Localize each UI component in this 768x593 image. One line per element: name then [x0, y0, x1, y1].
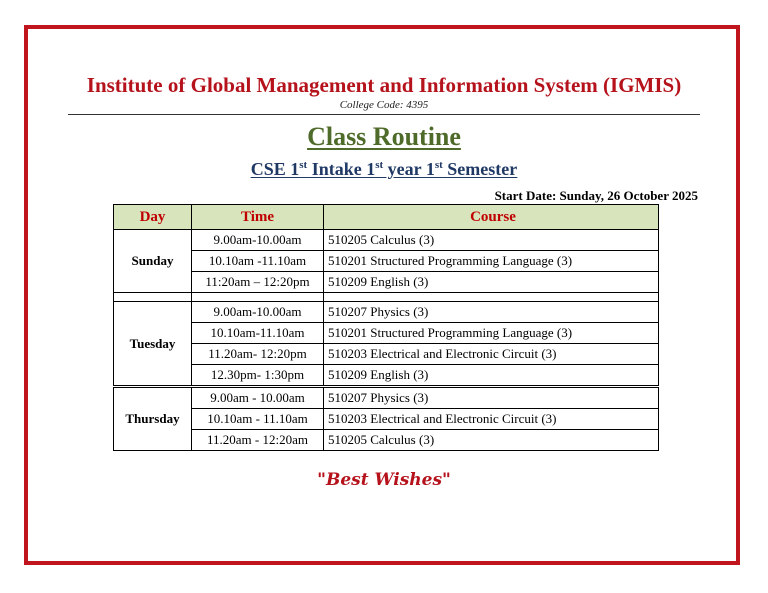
time-cell: 10.10am - 11.10am [192, 409, 324, 430]
title-wrap [0, 122, 768, 152]
course-cell: 510207 Physics (3) [324, 387, 659, 409]
table-row [114, 344, 659, 365]
semester-sup: st [434, 159, 443, 171]
table-row [114, 387, 659, 409]
table-row [114, 409, 659, 430]
day-cell: Tuesday [114, 302, 192, 387]
day-cell: Thursday [114, 387, 192, 451]
semester-wrap [0, 159, 768, 180]
semester-part: Intake 1 [307, 159, 376, 179]
table-row [114, 365, 659, 387]
spacer-cell [114, 293, 192, 302]
table-header-row [114, 205, 659, 230]
course-cell: 510205 Calculus (3) [324, 230, 659, 251]
spacer-cell [324, 293, 659, 302]
time-cell: 10.10am -11.10am [192, 251, 324, 272]
table-row [114, 323, 659, 344]
header-divider [68, 114, 700, 115]
table-row [114, 251, 659, 272]
table-row [114, 430, 659, 451]
course-cell: 510203 Electrical and Electronic Circuit (3) [324, 409, 659, 430]
time-cell: 12.30pm- 1:30pm [192, 365, 324, 387]
table-row [114, 230, 659, 251]
day-cell: Sunday [114, 230, 192, 293]
spacer-cell [192, 293, 324, 302]
table-row [114, 272, 659, 293]
table-row [114, 302, 659, 323]
time-cell: 9.00am-10.00am [192, 302, 324, 323]
best-wishes: "Best Wishes" [317, 470, 451, 490]
time-cell: 10.10am-11.10am [192, 323, 324, 344]
start-date: Start Date: Sunday, 26 October 2025 [494, 188, 698, 203]
semester-sup: st [375, 159, 384, 171]
course-cell: 510209 English (3) [324, 365, 659, 387]
course-cell: 510207 Physics (3) [324, 302, 659, 323]
time-cell: 11:20am – 12:20pm [192, 272, 324, 293]
course-cell: 510203 Electrical and Electronic Circuit (3) [324, 344, 659, 365]
header-course: Course [324, 205, 659, 230]
college-code: College Code: 4395 [339, 99, 429, 111]
institute-name: Institute of Global Management and Information System (IGMIS) [86, 73, 682, 97]
course-cell: 510201 Structured Programming Language (3) [324, 323, 659, 344]
semester-sup: st [299, 159, 308, 171]
course-cell: 510205 Calculus (3) [324, 430, 659, 451]
header-time: Time [192, 205, 324, 230]
routine-table [113, 204, 659, 451]
time-cell: 11.20am - 12:20am [192, 430, 324, 451]
spacer-row [114, 293, 659, 302]
time-cell: 9.00am-10.00am [192, 230, 324, 251]
semester-part: Semester [442, 159, 518, 179]
time-cell: 9.00am - 10.00am [192, 387, 324, 409]
header-day: Day [114, 205, 192, 230]
semester-part: CSE 1 [250, 159, 300, 179]
semester-heading [251, 159, 518, 179]
page-title: Class Routine [307, 122, 461, 151]
time-cell: 11.20am- 12:20pm [192, 344, 324, 365]
course-cell: 510209 English (3) [324, 272, 659, 293]
semester-part: year 1 [383, 159, 435, 179]
course-cell: 510201 Structured Programming Language (3) [324, 251, 659, 272]
